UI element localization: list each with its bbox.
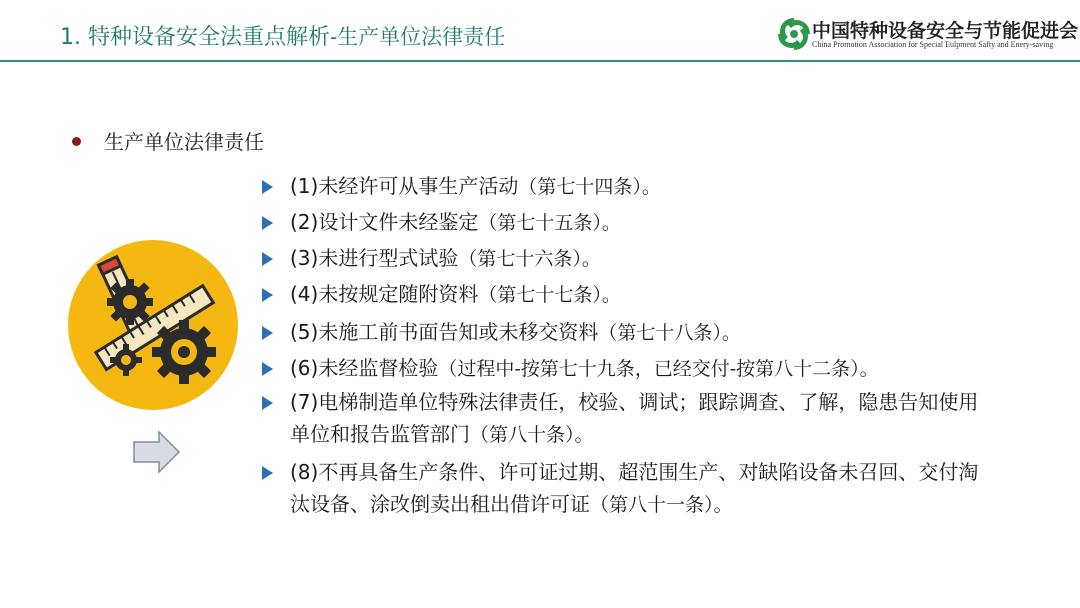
triangle-bullet-icon: [262, 396, 273, 410]
triangle-bullet-icon: [262, 326, 273, 340]
item-ref: （过程中-按第七十九条，已经交付-按第八十二条）。: [438, 358, 879, 380]
item-text: (6)未经监督检验: [290, 356, 439, 380]
item-ref: （第七十四条）。: [518, 176, 661, 198]
item-ref: （第七十五条）。: [478, 212, 621, 234]
item-text: (3)未进行型式试验: [290, 246, 459, 270]
org-logo-icon: [774, 14, 814, 54]
item-text: (8)不再具备生产条件、许可证过期、超范围生产、对缺陷设备未召回、交付淘汰设备、涂改倒卖出租出借许可证: [290, 460, 979, 516]
item-ref: （第八十条）。: [470, 424, 594, 446]
triangle-bullet-icon: [262, 252, 273, 266]
item-text: (1)未经许可从事生产活动: [290, 174, 519, 198]
triangle-bullet-icon: [262, 216, 273, 230]
right-arrow-icon: [133, 430, 181, 474]
org-name-cn: 中国特种设备安全与节能促进会: [812, 20, 1079, 42]
item-text: (4)未按规定随附资料: [290, 282, 479, 306]
bullet-dot-icon: [72, 137, 81, 146]
item-ref: （第八十一条）。: [590, 494, 733, 516]
item-ref: （第七十八条）。: [598, 322, 741, 344]
slide-title-main: 1. 特种设备安全法重点解析: [60, 25, 330, 50]
item-ref: （第七十七条）。: [478, 284, 621, 306]
triangle-bullet-icon: [262, 180, 273, 194]
item-text: (2)设计文件未经鉴定: [290, 210, 479, 234]
item-text: (7)电梯制造单位特殊法律责任，校验、调试；跟踪调查、了解，隐患告知使用单位和报告监管部门: [290, 390, 979, 446]
item-text: (5)未施工前书面告知或未移交资料: [290, 320, 599, 344]
pencil-gears-ruler-icon: [68, 240, 238, 410]
slide-title-sub: -生产单位法律责任: [329, 25, 506, 49]
header-divider: [0, 60, 1080, 62]
triangle-bullet-icon: [262, 362, 273, 376]
item-ref: （第七十六条）。: [458, 248, 601, 270]
slide-title: [60, 20, 505, 51]
org-name-en: China Promotion Association for Special Eulpment Safty and Enery-saving: [812, 40, 1054, 49]
triangle-bullet-icon: [262, 288, 273, 302]
section-label: 生产单位法律责任: [104, 130, 264, 154]
slide-header: [0, 0, 1080, 62]
triangle-bullet-icon: [262, 466, 273, 480]
